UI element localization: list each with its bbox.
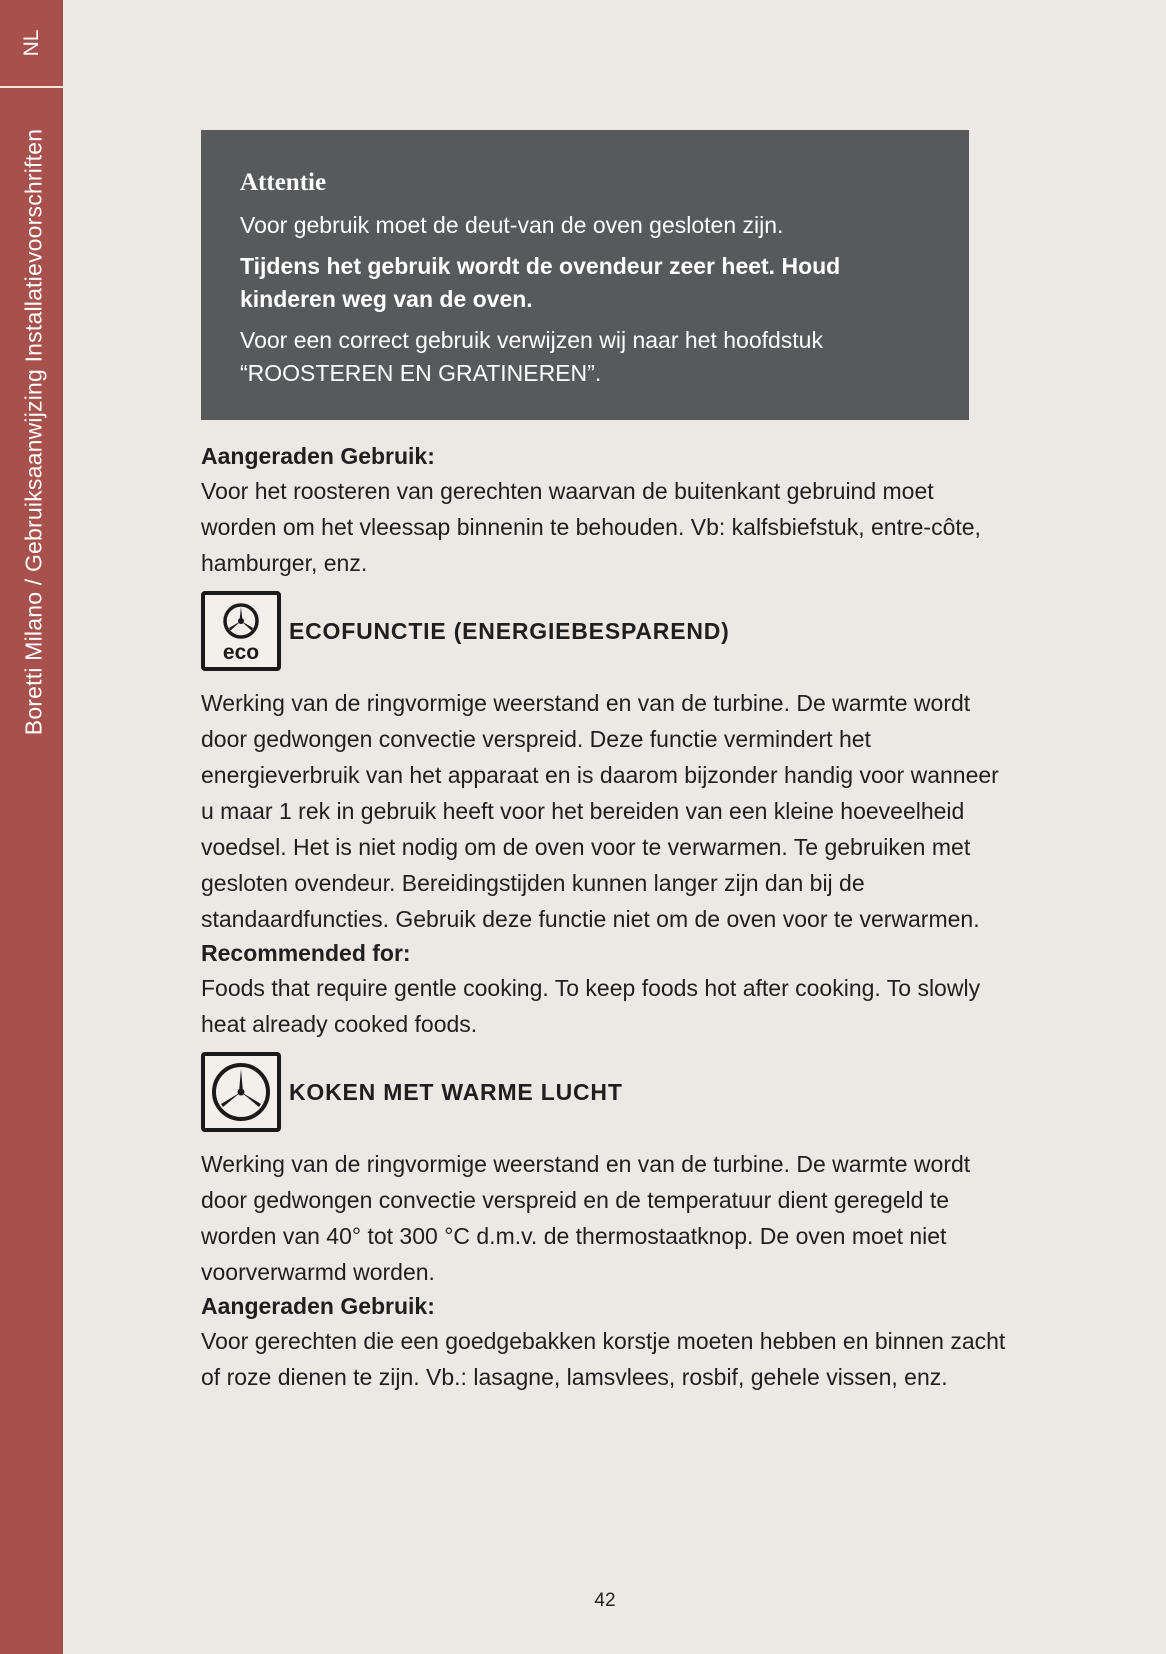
language-label: NL — [19, 29, 43, 57]
fan-icon — [201, 1052, 281, 1132]
hot-air-recommended-text: Voor gerechten die een goedgebakken korstje moeten hebben en binnen zacht of roze dienen te zijn. Vb.: lasagne, lamsvlees, rosbif, gehele vissen, enz. — [201, 1328, 1006, 1390]
attention-line-3: Voor een correct gebruik verwijzen wij naar het hoofdstuk “ROOSTEREN EN GRATINEREN”. — [240, 327, 823, 386]
eco-section-title: ECOFUNCTIE (ENERGIEBESPAREND) — [289, 617, 730, 644]
attention-box — [201, 130, 969, 420]
language-tab — [0, 0, 63, 88]
grill-usage-label: Aangeraden Gebruik: — [201, 443, 435, 469]
attention-line-2: Tijdens het gebruik wordt de ovendeur zeer heet. Houd kinderen weg van de oven. — [240, 253, 841, 312]
eco-recommended-text: Foods that require gentle cooking. To keep foods hot after cooking. To slowly heat already cooked foods. — [201, 975, 981, 1037]
sidebar — [0, 0, 63, 1654]
page-number: 42 — [594, 1590, 616, 1611]
eco-description: Werking van de ringvormige weerstand en van de turbine. De warmte wordt door gedwongen convectie verspreid. Deze functie vermindert het energieverbruik van het apparaat en is daarom bijzonder handig voor wanneer u maar 1 rek in gebruik heeft voor het bereiden van een kleine hoeveelheid voedsel. Het is niet nodig om de oven voor te verwarmen. Te gebruiken met gesloten ovendeur. Bereidingstijden kunnen langer zijn dan bij de standaardfuncties. Gebruik deze functie niet om de oven voor te verwarmen. — [201, 690, 999, 932]
hot-air-section-title: KOKEN MET WARME LUCHT — [289, 1078, 623, 1105]
attention-title: Attentie — [240, 169, 327, 196]
eco-fan-icon — [201, 591, 281, 671]
eco-recommended-label: Recommended for: — [201, 940, 411, 966]
hot-air-section-header — [201, 1052, 1011, 1132]
hot-air-recommended-label: Aangeraden Gebruik: — [201, 1293, 435, 1319]
document-title: Boretti Milano / Gebruiksaanwijzing Installatievoorschriften — [20, 128, 47, 736]
page-content — [201, 130, 1011, 1395]
attention-line-1: Voor gebruik moet de deut-van de oven gesloten zijn. — [240, 212, 784, 238]
grill-usage-text: Voor het roosteren van gerechten waarvan de buitenkant gebruind moet worden om het vleessap binnenin te behouden. Vb: kalfsbiefstuk, entre-côte, hamburger, enz. — [201, 478, 981, 576]
hot-air-description: Werking van de ringvormige weerstand en van de turbine. De warmte wordt door gedwongen convectie verspreid en de temperatuur dient geregeld te worden van 40° tot 300 °C d.m.v. de thermostaatknop. De oven moet niet voorverwarmd worden. — [201, 1151, 971, 1285]
eco-section-header — [201, 591, 1011, 671]
eco-icon-text: eco — [222, 641, 260, 664]
